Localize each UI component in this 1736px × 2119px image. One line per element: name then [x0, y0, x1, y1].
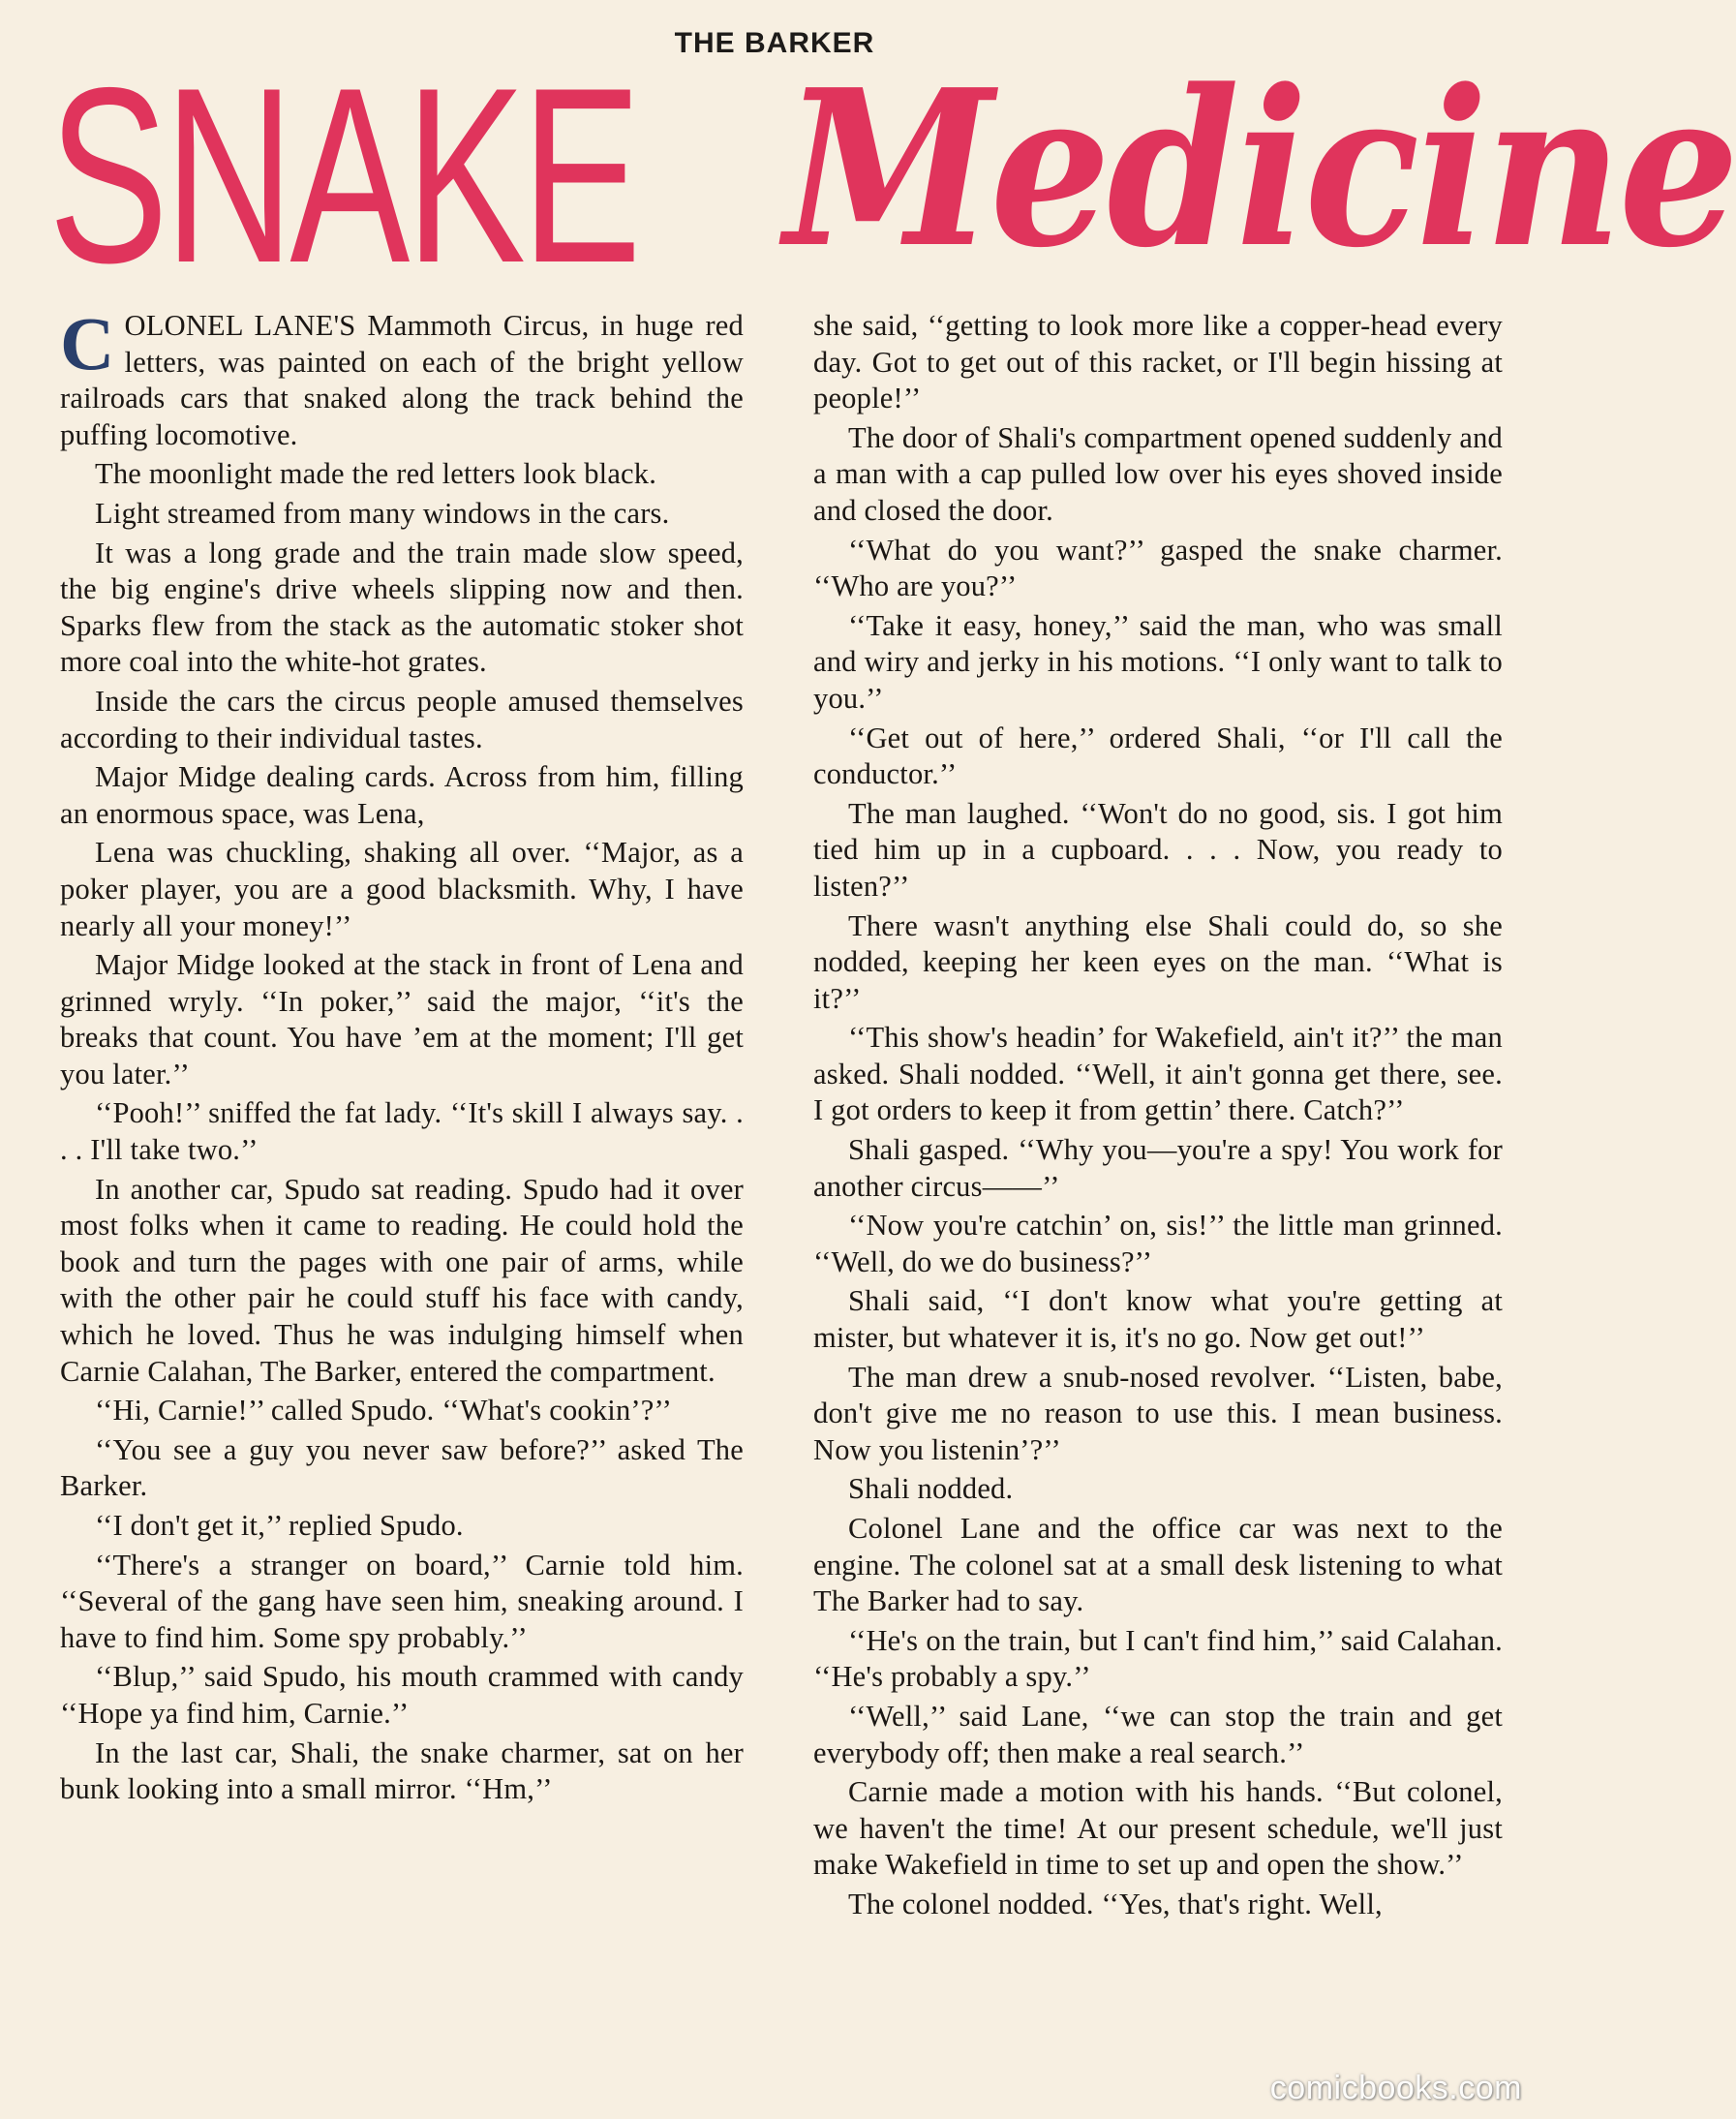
site-watermark: comicbooks.com — [1269, 2070, 1522, 2106]
paragraph: ‘‘There's a stranger on board,’’ Carnie told him. ‘‘Several of the gang have seen him, sneaking around. I have to find him. Some spy probably.’’ — [60, 1548, 744, 1654]
paragraph: Carnie made a motion with his hands. ‘‘But colonel, we haven't the time! At our present schedule, we'll just make Wakefield in time to set up and open the show.’’ — [813, 1775, 1503, 1882]
paragraph: The colonel nodded. ‘‘Yes, that's right. Well, — [848, 1887, 1383, 1920]
paragraph: There wasn't anything else Shali could do, so she nodded, keeping her keen eyes on the man. ‘‘What is it?’’ — [813, 908, 1503, 1015]
paragraph: Shali nodded. — [848, 1472, 1014, 1506]
paragraph: Major Midge looked at the stack in front of Lena and grinned wryly. ‘‘In poker,’’ said the major, ‘‘it's the breaks that count. You have ’em at the moment; I'll get you later.’’ — [60, 948, 744, 1090]
paragraph: ‘‘Now you're catchin’ on, sis!’’ the little man grinned. ‘‘Well, do we do business?’’ — [813, 1209, 1503, 1278]
drop-cap: C — [60, 301, 115, 385]
paragraph: ‘‘This show's headin’ for Wakefield, ain't it?’’ the man asked. Shali nodded. ‘‘Well, it ain't gonna get there, see. I got orders to keep it from gettin’ there. Catch?’’ — [813, 1021, 1503, 1127]
paragraph: ‘‘I don't get it,’’ replied Spudo. — [95, 1509, 464, 1542]
paragraph: The moonlight made the red letters look black. — [95, 457, 657, 491]
paragraph: The man laughed. ‘‘Won't do no good, sis. I got him tied him up in a cupboard. . . . Now, you ready to listen?’’ — [813, 796, 1503, 903]
paragraph: ‘‘Pooh!’’ sniffed the fat lady. ‘‘It's skill I always say. . . . I'll take two.’’ — [60, 1096, 744, 1167]
paragraph: The man drew a snub-nosed revolver. ‘‘Listen, babe, don't give me no reason to use this. I mean business. Now you listenin’?’’ — [813, 1360, 1503, 1466]
paragraph: ‘‘You see a guy you never saw before?’’ asked The Barker. — [60, 1432, 744, 1503]
paragraph: Colonel Lane and the office car was next to the engine. The colonel sat at a small desk listening to what The Barker had to say. — [813, 1512, 1503, 1618]
text-column-right — [813, 308, 1503, 1926]
paragraph: The door of Shali's compartment opened suddenly and a man with a cap pulled low over his eyes shoved inside and closed the door. — [813, 420, 1503, 527]
title-word-snake: SNAKE — [48, 35, 638, 315]
paragraph: ‘‘Get out of here,’’ ordered Shali, ‘‘or I'll call the conductor.’’ — [813, 721, 1503, 791]
paragraph: Inside the cars the circus people amused themselves according to their individual tastes. — [60, 684, 744, 754]
paragraph: Shali said, ‘‘I don't know what you're getting at mister, but whatever it is, it's no go. Now get out!’’ — [813, 1284, 1503, 1355]
paragraph: Shali gasped. ‘‘Why you—you're a spy! You work for another circus——’’ — [813, 1133, 1503, 1203]
paragraph: COLONEL LANE'S Mammoth Circus, in huge red letters, was painted on each of the bright yellow railroads cars that snaked along the track behind the puffing locomotive. — [60, 301, 744, 451]
paragraph: In another car, Spudo sat reading. Spudo had it over most folks when it came to reading. He could hold the book and turn the pages with one pair of arms, while with the other pair he could stuff his face with candy, which he loved. Thus he was indulging himself when Carnie Calahan, The Barker, entered the compartment. — [60, 1172, 744, 1388]
paragraph: ‘‘Take it easy, honey,’’ said the man, who was small and wiry and jerky in his motions. ‘‘I only want to talk to you.’’ — [813, 608, 1503, 715]
paragraph: It was a long grade and the train made slow speed, the big engine's drive wheels slipping now and then. Sparks flew from the stack as the automatic stoker shot more coal into the white-hot grates. — [60, 536, 744, 679]
title-word-medicine: Medicine — [784, 44, 1736, 295]
paragraph: ‘‘What do you want?’’ gasped the snake charmer. ‘‘Who are you?’’ — [813, 533, 1503, 603]
paragraph: ‘‘He's on the train, but I can't find him,’’ said Calahan. ‘‘He's probably a spy.’’ — [813, 1623, 1503, 1694]
paragraph: In the last car, Shali, the snake charmer, sat on her bunk looking into a small mirror. ‘‘Hm,’’ — [60, 1735, 744, 1806]
paragraph: Major Midge dealing cards. Across from him, filling an enormous space, was Lena, — [60, 760, 744, 830]
paragraph: Light streamed from many windows in the cars. — [95, 496, 670, 530]
running-head: THE BARKER — [674, 27, 875, 59]
text-column-left — [60, 301, 744, 1811]
paragraph: Lena was chuckling, shaking all over. ‘‘Major, as a poker player, you are a good blacksmith. Why, I have nearly all your money!’’ — [60, 836, 744, 942]
paragraph: she said, ‘‘getting to look more like a copper-head every day. Got to get out of this racket, or I'll begin hissing at people!’’ — [813, 309, 1503, 415]
paragraph: ‘‘Hi, Carnie!’’ called Spudo. ‘‘What's cookin’?’’ — [95, 1394, 672, 1428]
paragraph: ‘‘Well,’’ said Lane, ‘‘we can stop the train and get everybody off; then make a real search.’’ — [813, 1699, 1503, 1769]
paragraph: ‘‘Blup,’’ said Spudo, his mouth crammed with candy ‘‘Hope ya find him, Carnie.’’ — [60, 1660, 744, 1730]
